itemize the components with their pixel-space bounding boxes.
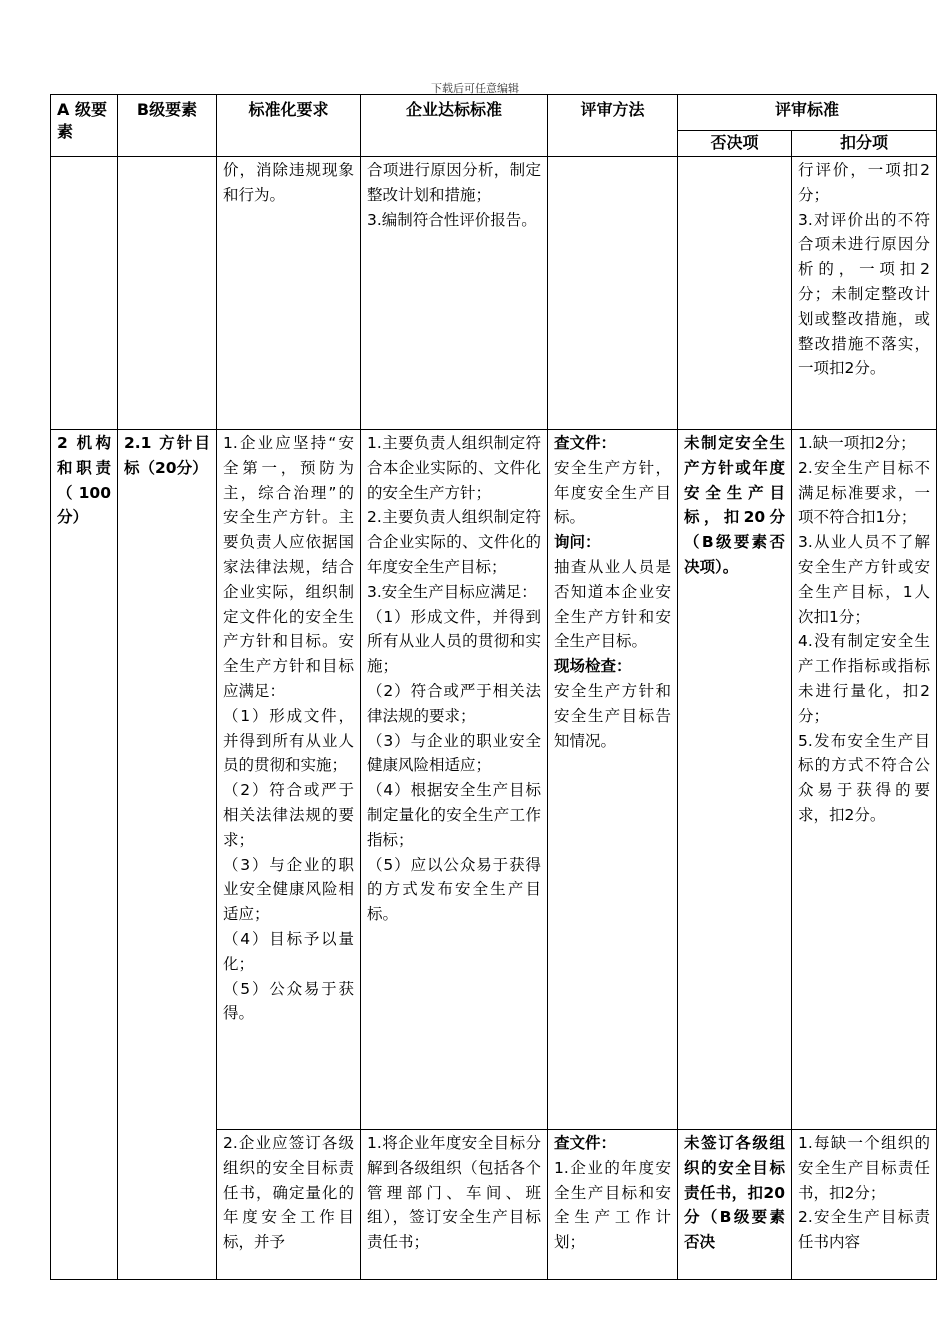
method-onsite-head: 现场检查： bbox=[554, 657, 632, 676]
cell-enterprise-std: 1.主要负责人组织制定符合本企业实际的、文件化的安全生产方针； 2.主要负责人组织制定符合企业实际的、文件化的年度安全生产目标； 3.安全生产目标应满足： （1）形成文件，并得到所有从业人员的贯彻和实施； （2）符合或严于相关法律法规的要求； （3）与企业的职业安全健康风险相适应； （4）根据安全生产目标制定量化的安全生产工作指标； （5）应以公众易于获得的方式发布安全生产目标。 bbox=[361, 430, 548, 1130]
cell-b-level bbox=[118, 157, 217, 430]
cell-review-method bbox=[548, 1130, 678, 1280]
cell-a-level: 2 机构和职责（100分） bbox=[51, 430, 118, 1280]
cell-standard-req: 1.企业应坚持“安全第一，预防为主，综合治理”的安全生产方针。主要负责人应依据国家法律法规，结合企业实际，组织制定文件化的安全生产方针和目标。安全生产方针和目标应满足： （1）形成文件，并得到所有从业人员的贯彻和实施； （2）符合或严于相关法律法规的要求； （3）与企业的职业安全健康风险相适应； （4）目标予以量化； （5）公众易于获得。 bbox=[217, 430, 361, 1130]
cell-enterprise-std: 合项进行原因分析，制定整改计划和措施； 3.编制符合性评价报告。 bbox=[361, 157, 548, 430]
watermark: 下载后可任意编辑 bbox=[431, 82, 519, 95]
method-check-docs-body: 1.企业的年度安全生产目标和安全生产工作计划； bbox=[554, 1158, 671, 1252]
cell-a-level bbox=[51, 157, 118, 430]
header-deduction: 扣分项 bbox=[792, 131, 937, 157]
cell-b-level: 2.1 方针目标（20分） bbox=[118, 430, 217, 1280]
method-inquiry-body: 抽查从业人员是否知道本企业安全生产方针和安全生产目标。 bbox=[554, 557, 671, 651]
header-enterprise-std: 企业达标标准 bbox=[361, 95, 548, 157]
method-inquiry-head: 询问： bbox=[554, 533, 601, 552]
header-b-level: B级要素 bbox=[118, 95, 217, 157]
cell-standard-req: 价，消除违规现象和行为。 bbox=[217, 157, 361, 430]
header-review-method: 评审方法 bbox=[548, 95, 678, 157]
header-veto: 否决项 bbox=[678, 131, 792, 157]
header-a-level: A 级要素 bbox=[51, 95, 118, 157]
method-check-docs-head: 查文件： bbox=[554, 434, 617, 452]
cell-veto bbox=[678, 157, 792, 430]
method-check-docs-body: 安全生产方针，年度安全生产目标。 bbox=[554, 458, 671, 527]
cell-veto: 未制定安全生产方针或年度安全生产目标，扣20分（B级要素否决项）。 bbox=[678, 430, 792, 1130]
review-table bbox=[50, 94, 937, 1280]
header-review-criteria: 评审标准 bbox=[678, 95, 937, 131]
cell-deduction: 1.缺一项扣2分； 2.安全生产目标不满足标准要求，一项不符合扣1分； 3.从业人员不了解安全生产方针或安全生产目标，1人次扣1分； 4.没有制定安全生产工作指标或指标未进行量化，扣2分； 5.发布安全生产目标的方式不符合公众易于获得的要求，扣2分。 bbox=[792, 430, 937, 1130]
header-row bbox=[51, 95, 937, 131]
cell-review-method bbox=[548, 157, 678, 430]
header-standard-req: 标准化要求 bbox=[217, 95, 361, 157]
cell-deduction: 行评价，一项扣2分； 3.对评价出的不符合项未进行原因分析的，一项扣2分；未制定整改计划或整改措施，或整改措施不落实，一项扣2分。 bbox=[792, 157, 937, 430]
table-row bbox=[51, 430, 937, 1130]
cell-review-method bbox=[548, 430, 678, 1130]
cell-standard-req: 2.企业应签订各级组织的安全目标责任书，确定量化的年度安全工作目标，并予 bbox=[217, 1130, 361, 1280]
cell-veto: 未签订各级组织的安全目标责任书，扣20分（B级要素否决 bbox=[678, 1130, 792, 1280]
cell-deduction: 1.每缺一个组织的安全生产目标责任书，扣2分； 2.安全生产目标责任书内容 bbox=[792, 1130, 937, 1280]
method-check-docs-head: 查文件： bbox=[554, 1134, 617, 1152]
cell-enterprise-std: 1.将企业年度安全目标分解到各级组织（包括各个管理部门、车间、班组），签订安全生产目标责任书； bbox=[361, 1130, 548, 1280]
table-row bbox=[51, 157, 937, 430]
method-onsite-body: 安全生产方针和安全生产目标告知情况。 bbox=[554, 681, 671, 750]
